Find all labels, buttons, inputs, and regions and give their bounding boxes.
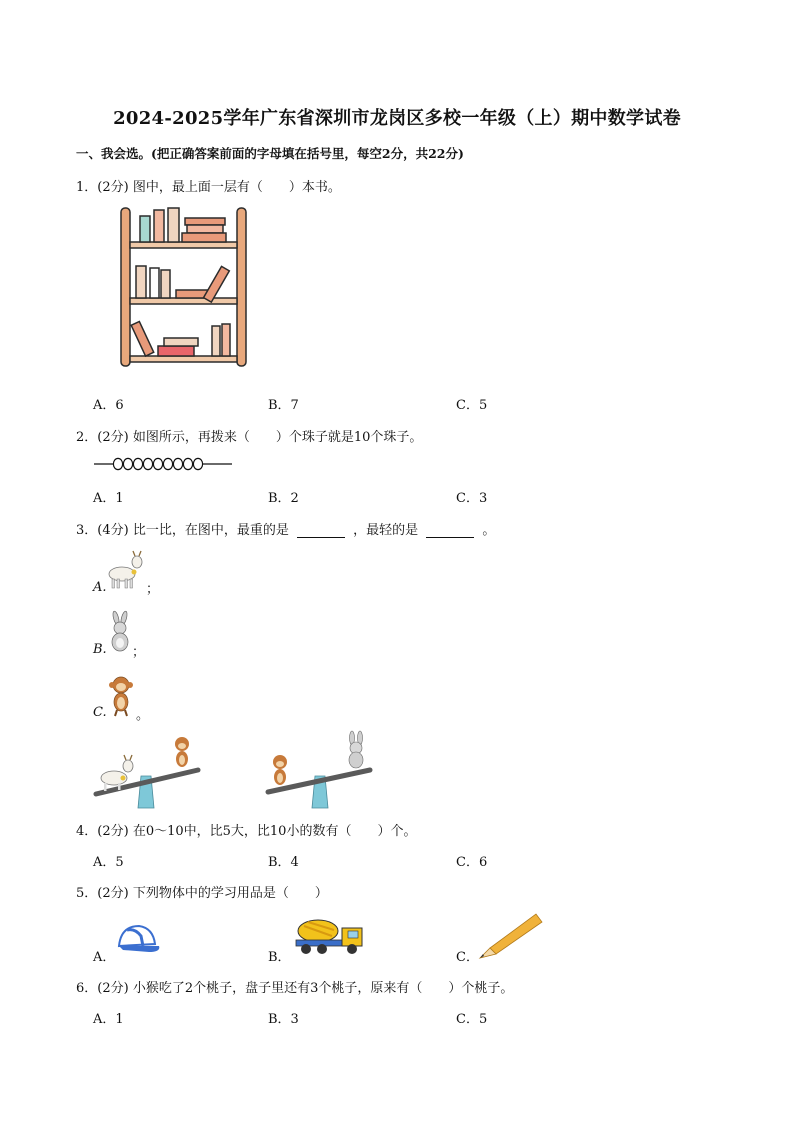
page-title: 2024-2025学年广东省深圳市龙岗区多校一年级（上）期中数学试卷 xyxy=(113,108,681,129)
question-5-stem: 5．(2分) 下列物体中的学习用品是（ ） xyxy=(76,886,328,901)
rabbit-icon xyxy=(106,612,134,654)
q3-choice-c-label: C. xyxy=(93,705,107,720)
question-3-stem xyxy=(76,519,495,538)
bead xyxy=(143,458,152,469)
question-4-stem: 4．(2分) 在0～10中，比5大，比10小的数有（ ）个。 xyxy=(76,824,417,839)
bookshelf-image xyxy=(118,206,252,370)
bead xyxy=(123,458,132,469)
q6-option-a: A．1 xyxy=(93,1012,124,1027)
q2-option-a: A．1 xyxy=(93,491,124,506)
pencil-icon xyxy=(476,910,544,960)
q3-choice-a-punct: ； xyxy=(146,582,160,597)
cement-truck-icon xyxy=(294,916,366,956)
q6-option-b: B．3 xyxy=(268,1012,299,1027)
question-2-stem: 2．(2分) 如图所示，再拨来（ ）个珠子就是10个珠子。 xyxy=(76,430,423,445)
seesaw-goat-monkey-image xyxy=(94,732,202,810)
bead xyxy=(153,458,162,469)
q2-option-b: B．2 xyxy=(268,491,299,506)
bead xyxy=(173,458,182,469)
q4-option-c: C．6 xyxy=(456,855,488,870)
q4-option-b: B．4 xyxy=(268,855,299,870)
abacus-beads-image xyxy=(94,457,232,471)
cap-icon xyxy=(115,922,163,958)
bead xyxy=(163,458,172,469)
q3-heaviest-blank[interactable] xyxy=(297,523,345,538)
q3-stem-part1: 3．(4分) 比一比，在图中，最重的是 xyxy=(76,523,289,538)
bead xyxy=(133,458,142,469)
bead xyxy=(193,458,202,469)
goat-icon xyxy=(104,550,146,590)
seesaw-monkey-rabbit-image xyxy=(266,732,374,810)
q1-option-b: B．7 xyxy=(268,398,299,413)
monkey-icon xyxy=(106,675,136,717)
q5-option-a: A． xyxy=(93,950,116,965)
q5-option-c: C． xyxy=(456,950,479,965)
bead xyxy=(183,458,192,469)
bead xyxy=(113,458,122,469)
q3-stem-end: 。 xyxy=(482,523,496,538)
question-1-stem: 1．(2分) 图中，最上面一层有（ ）本书。 xyxy=(76,180,341,195)
section-heading: 一、我会选。(把正确答案前面的字母填在括号里，每空2分，共22分) xyxy=(76,146,464,161)
q1-option-a: A．6 xyxy=(93,398,124,413)
question-6-stem: 6．(2分) 小猴吃了2个桃子，盘子里还有3个桃子，原来有（ ）个桃子。 xyxy=(76,981,514,996)
q3-choice-a-label: A. xyxy=(93,580,107,595)
q1-option-c: C．5 xyxy=(456,398,488,413)
q4-option-a: A．5 xyxy=(93,855,124,870)
q5-option-b: B． xyxy=(268,950,291,965)
q3-choice-b-punct: ； xyxy=(132,645,146,660)
q2-option-c: C．3 xyxy=(456,491,488,506)
q3-choice-c-punct: 。 xyxy=(136,708,150,723)
q3-stem-part2: ，最轻的是 xyxy=(353,523,419,538)
q6-option-c: C．5 xyxy=(456,1012,488,1027)
q3-lightest-blank[interactable] xyxy=(426,523,474,538)
q3-choice-b-label: B. xyxy=(93,642,107,657)
